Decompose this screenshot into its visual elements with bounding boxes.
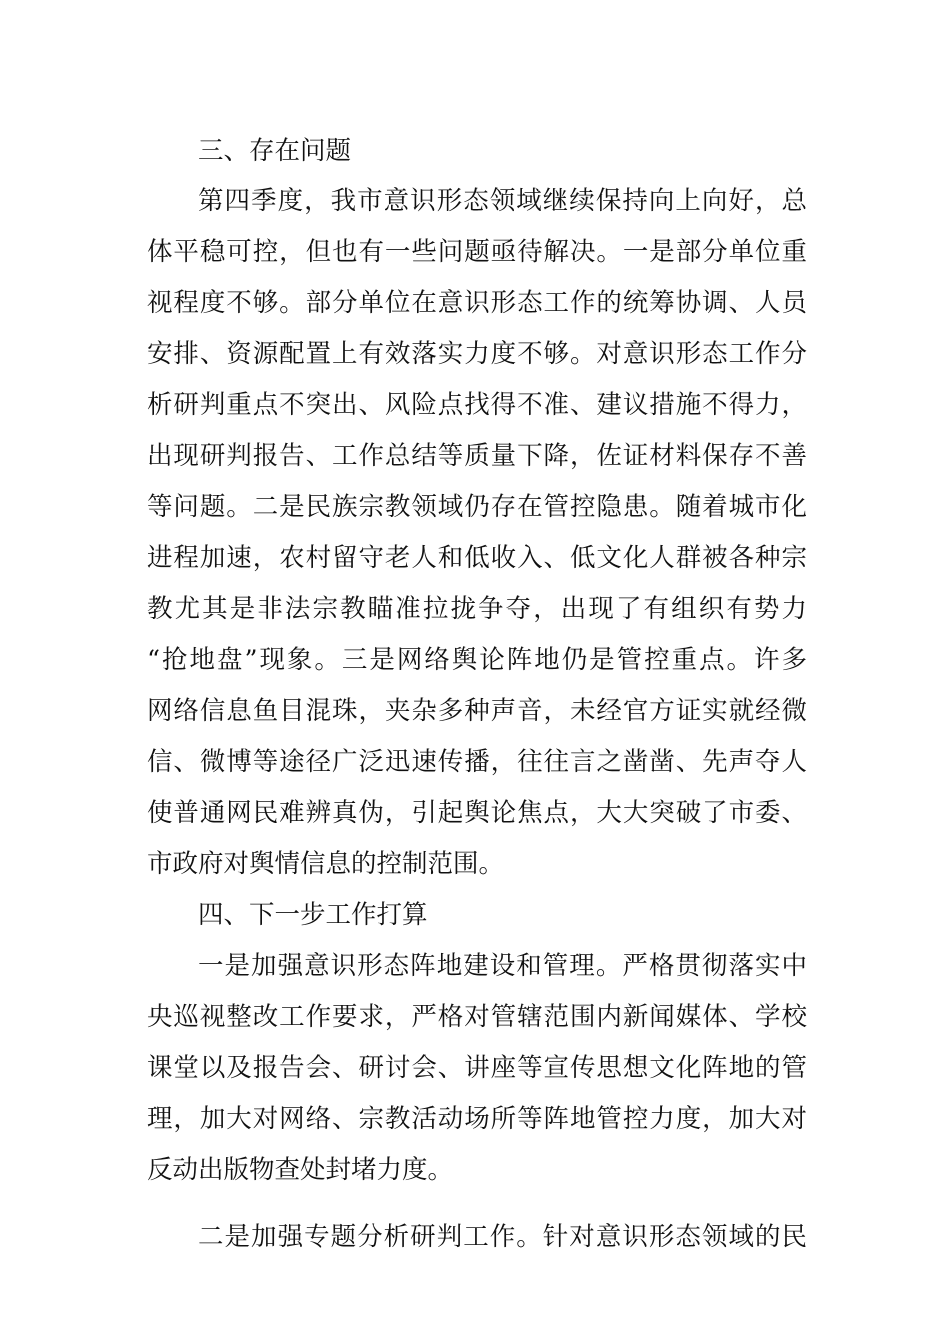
paragraph-line: 体平稳可控，但也有一些问题亟待解决。一是部分单位重 — [147, 237, 807, 267]
paragraph-line: 理，加大对网络、宗教活动场所等阵地管控力度，加大对 — [147, 1104, 807, 1134]
paragraph-line: 课堂以及报告会、研讨会、讲座等宣传思想文化阵地的管 — [147, 1053, 807, 1083]
section-heading-4: 四、下一步工作打算 — [198, 900, 428, 930]
paragraph-line: 教尤其是非法宗教瞄准拉拢争夺，出现了有组织有势力 — [147, 594, 807, 624]
paragraph-line: 市政府对舆情信息的控制范围。 — [147, 849, 505, 879]
paragraph-line: 出现研判报告、工作总结等质量下降，佐证材料保存不善 — [147, 441, 807, 471]
paragraph-line: 一是加强意识形态阵地建设和管理。严格贯彻落实中 — [198, 951, 807, 981]
paragraph-line: 反动出版物查处封堵力度。 — [147, 1155, 454, 1185]
paragraph-line: 视程度不够。部分单位在意识形态工作的统筹协调、人员 — [147, 288, 807, 318]
paragraph-line: 二是加强专题分析研判工作。针对意识形态领域的民 — [198, 1222, 807, 1252]
paragraph-line: 第四季度，我市意识形态领域继续保持向上向好，总 — [198, 186, 807, 216]
paragraph-line: 信、微博等途径广泛迅速传播，往往言之凿凿、先声夺人 — [147, 747, 807, 777]
paragraph-line: 网络信息鱼目混珠，夹杂多种声音，未经官方证实就经微 — [147, 696, 807, 726]
paragraph-line: 安排、资源配置上有效落实力度不够。对意识形态工作分 — [147, 339, 807, 369]
paragraph-line: 央巡视整改工作要求，严格对管辖范围内新闻媒体、学校 — [147, 1002, 807, 1032]
paragraph-line: 析研判重点不突出、风险点找得不准、建议措施不得力， — [147, 390, 807, 420]
paragraph-line: “抢地盘”现象。三是网络舆论阵地仍是管控重点。许多 — [147, 645, 807, 675]
section-heading-3: 三、存在问题 — [198, 136, 352, 166]
paragraph-line: 等问题。二是民族宗教领域仍存在管控隐患。随着城市化 — [147, 492, 807, 522]
paragraph-line: 使普通网民难辨真伪，引起舆论焦点，大大突破了市委、 — [147, 798, 807, 828]
paragraph-line: 进程加速，农村留守老人和低收入、低文化人群被各种宗 — [147, 543, 807, 573]
